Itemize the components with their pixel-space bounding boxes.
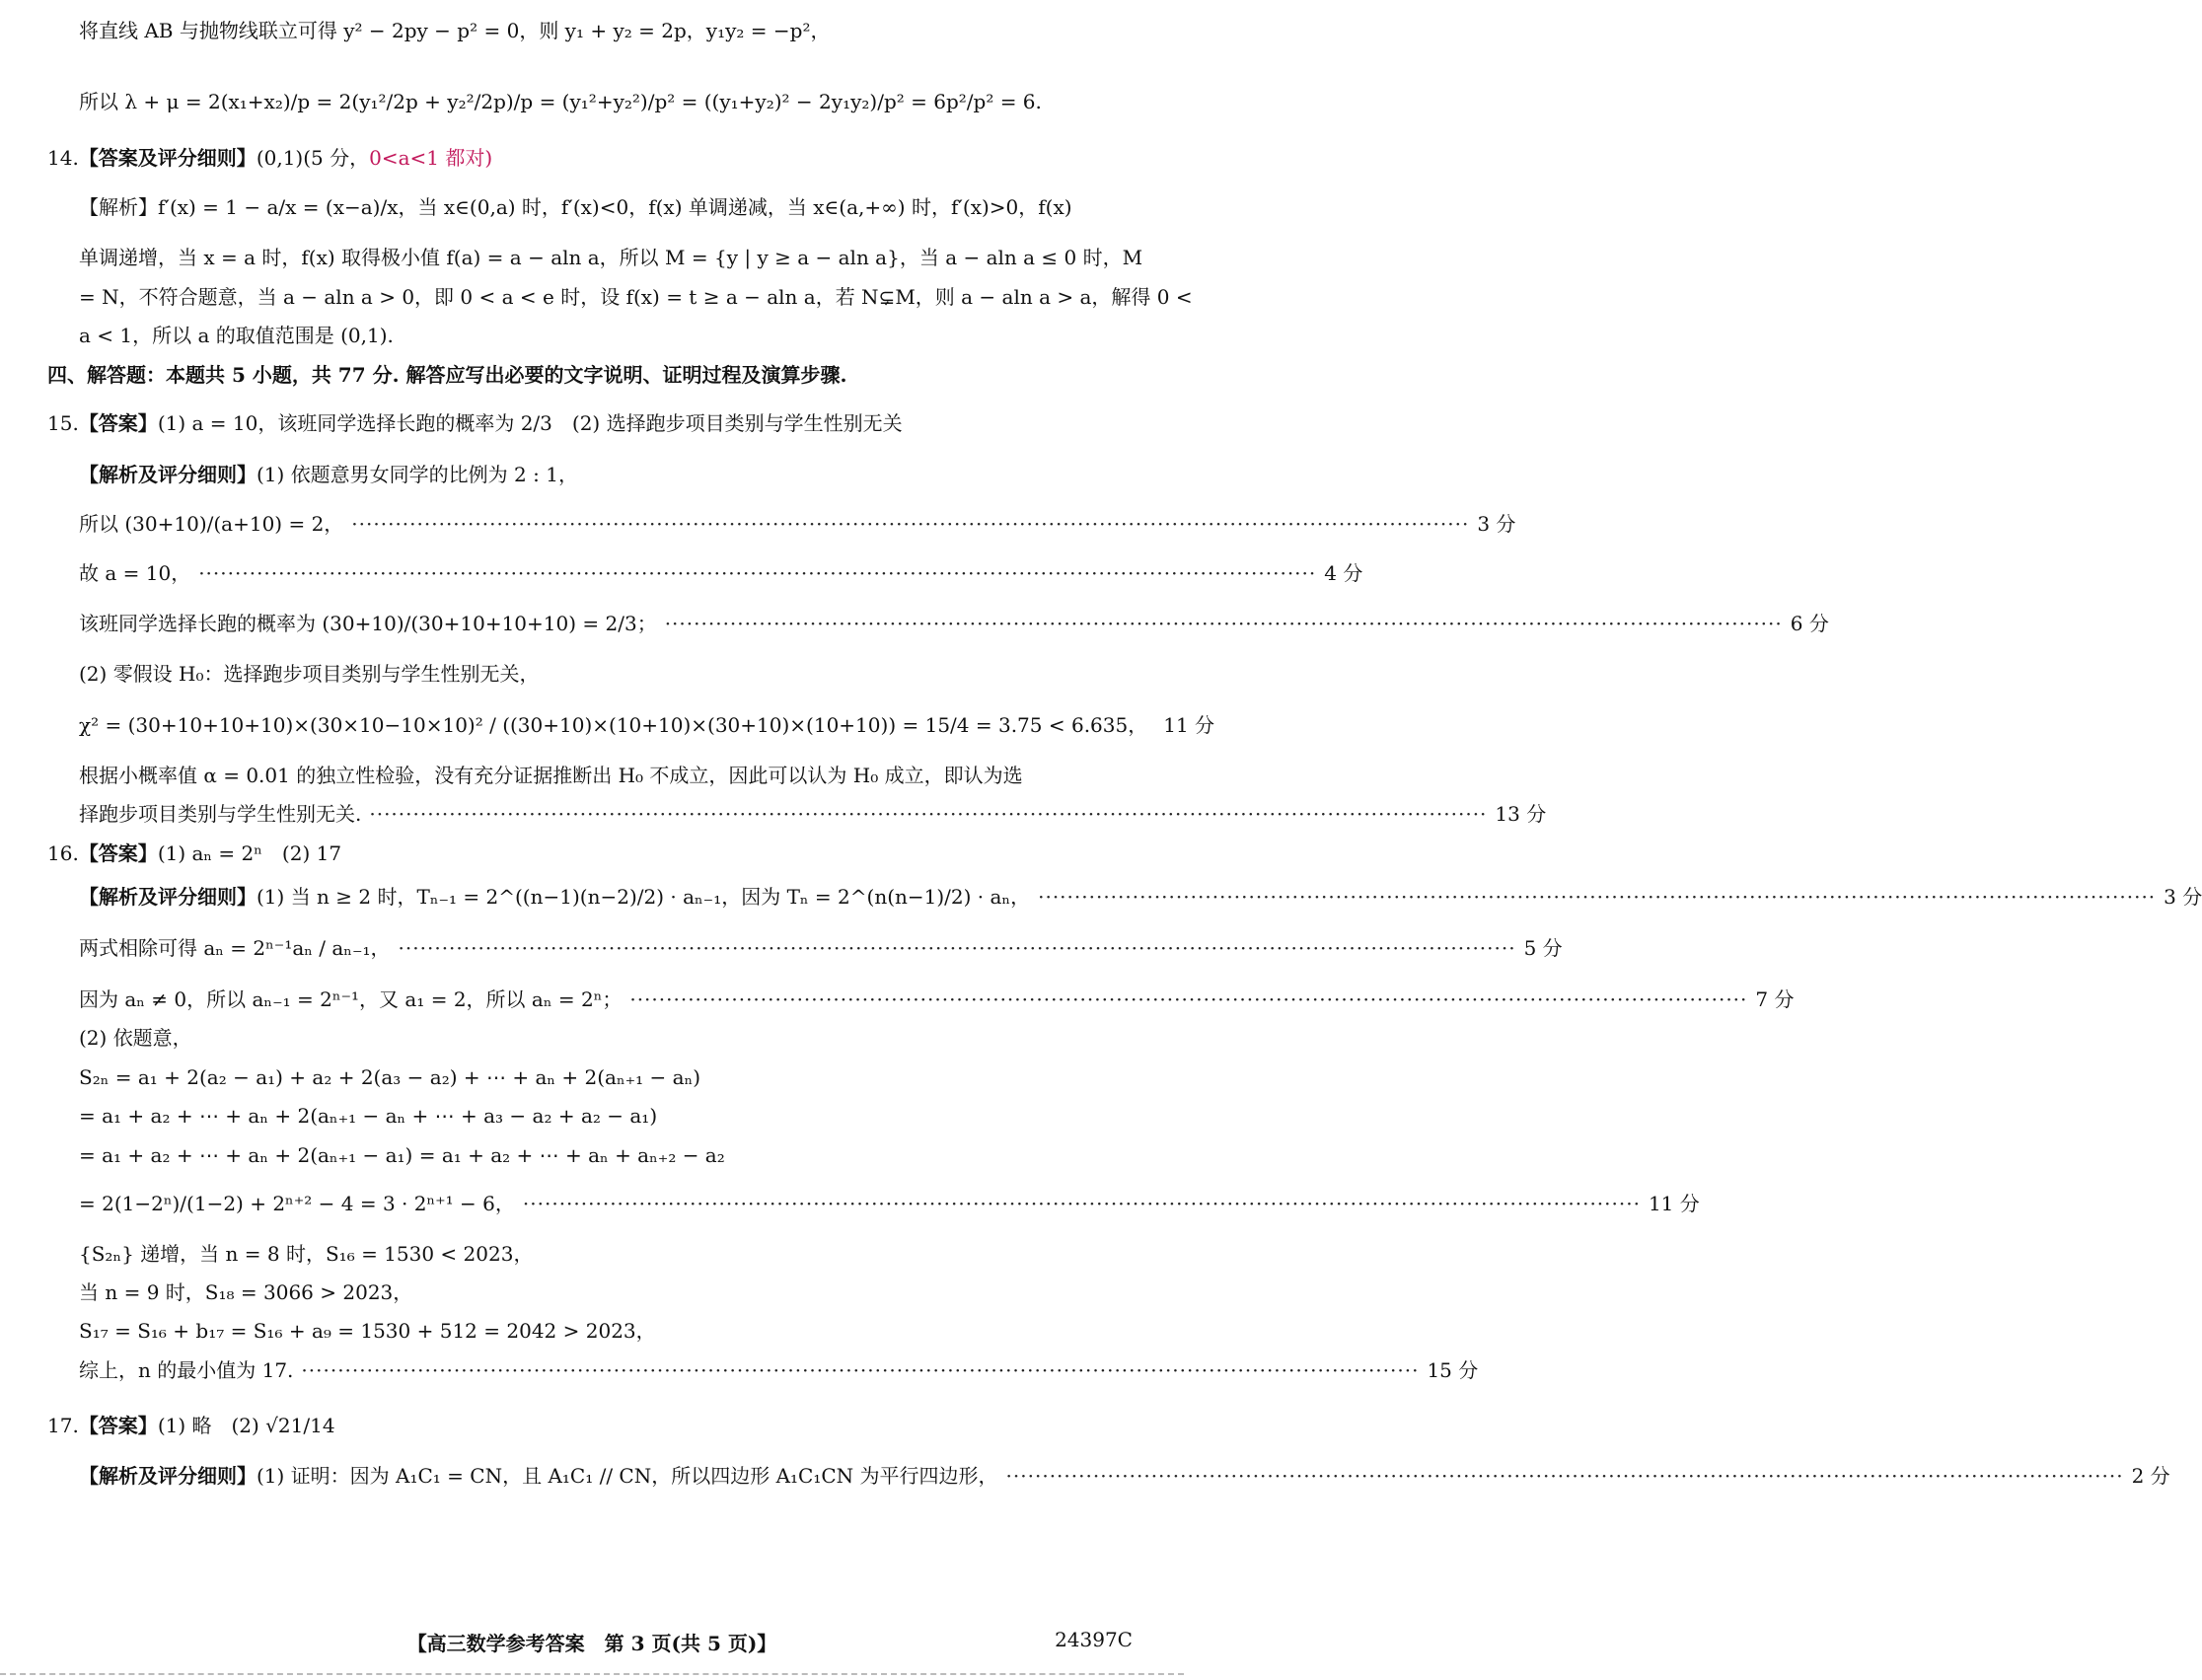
q15-conclusion-1: 根据小概率值 α = 0.01 的独立性检验，没有充分证据推断出 H₀ 不成立，因此可以认为 H₀ 成立，即认为选 bbox=[79, 764, 1023, 787]
q15-step-4: (2) 零假设 H₀：选择跑步项目类别与学生性别无关， bbox=[79, 662, 540, 686]
q17-answer: 17. 【答案】 (1) 略 (2) √21/14 bbox=[47, 1414, 335, 1437]
q15-chi-square: χ² = (30+10+10+10)×(30×10−10×10)² / ((30+10)×(10+10)×(30+10)×(10+10)) = 15/4 = 3.75 < 6.635， 11 分 bbox=[79, 713, 1215, 737]
q16-n9: 当 n = 9 时，S₁₈ = 3066 > 2023， bbox=[79, 1280, 413, 1304]
q16-monotone: {S₂ₙ} 递增，当 n = 8 时，S₁₆ = 1530 < 2023， bbox=[79, 1242, 534, 1266]
q16-sum-line-3: = a₁ + a₂ + ⋯ + aₙ + 2(aₙ₊₁ − a₁) = a₁ + a₂ + ⋯ + aₙ + aₙ₊₂ − a₂ bbox=[79, 1143, 725, 1167]
q14-analysis-1: 【解析】f′(x) = 1 − a/x = (x−a)/x，当 x∈(0,a) 时，f′(x)<0，f(x) 单调递减，当 x∈(a,+∞) 时，f′(x)>0，f(x) bbox=[79, 195, 1072, 219]
q15-answer: 15. 【答案】 (1) a = 10，该班同学选择长跑的概率为 2/3 (2) 选择跑步项目类别与学生性别无关 bbox=[47, 411, 903, 435]
document-code: 24397C bbox=[1055, 1628, 1133, 1651]
page-edge-divider bbox=[0, 1673, 1184, 1675]
q16-part-2-intro: (2) 依题意， bbox=[79, 1026, 192, 1050]
q16-conclusion: 综上，n 的最小值为 17. ····· 15 分 bbox=[79, 1357, 1133, 1384]
q15-step-3: 该班同学选择长跑的概率为 (30+10)/(30+10+10+10) = 2/3； ····· 6 分 bbox=[79, 611, 1133, 637]
q16-sum-line-4: = 2(1−2ⁿ)/(1−2) + 2ⁿ⁺² − 4 = 3 · 2ⁿ⁺¹ − 6， ····· 11 分 bbox=[79, 1191, 1133, 1217]
q15-step-2: 故 a = 10， ····· 4 分 bbox=[79, 560, 1133, 587]
line-01: 将直线 AB 与抛物线联立可得 y² − 2py − p² = 0，则 y₁ + y₂ = 2p，y₁y₂ = −p²， bbox=[79, 19, 831, 42]
q14-analysis-3: = N，不符合题意，当 a − aln a > 0，即 0 < a < e 时，设 f(x) = t ≥ a − aln a，若 N⊊M，则 a − aln a > a，解得 0 < bbox=[79, 285, 1193, 309]
q16-analysis-2: 两式相除可得 aₙ = 2ⁿ⁻¹aₙ / aₙ₋₁， ····· 5 分 bbox=[79, 935, 1133, 962]
q16-sum-line-2: = a₁ + a₂ + ⋯ + aₙ + 2(aₙ₊₁ − aₙ + ⋯ + a₃ − a₂ + a₂ − a₁) bbox=[79, 1104, 658, 1128]
q15-analysis-intro: 【解析及评分细则】 (1) 依题意男女同学的比例为 2 : 1， bbox=[79, 463, 578, 486]
q15-step-1: 所以 (30+10)/(a+10) = 2， ····· 3 分 bbox=[79, 511, 1133, 538]
q16-s17: S₁₇ = S₁₆ + b₁₇ = S₁₆ + a₉ = 1530 + 512 = 2042 > 2023， bbox=[79, 1319, 656, 1343]
q16-sum-line-1: S₂ₙ = a₁ + 2(a₂ − a₁) + a₂ + 2(a₃ − a₂) + ⋯ + aₙ + 2(aₙ₊₁ − aₙ) bbox=[79, 1065, 701, 1089]
q14-answer: 14. 【答案及评分细则】 (0,1)(5 分， 0<a<1 都对) bbox=[47, 146, 493, 170]
q17-analysis-1: 【解析及评分细则】 (1) 证明：因为 A₁C₁ = CN，且 A₁C₁ // CN，所以四边形 A₁C₁CN 为平行四边形， ····· 2 分 bbox=[79, 1463, 1133, 1490]
q14-analysis-2: 单调递增，当 x = a 时，f(x) 取得极小值 f(a) = a − aln a，所以 M = {y | y ≥ a − aln a}，当 a − aln a ≤ 0 时，M bbox=[79, 246, 1143, 269]
q14-analysis-4: a < 1，所以 a 的取值范围是 (0,1). bbox=[79, 324, 394, 347]
q16-analysis-1: 【解析及评分细则】 (1) 当 n ≥ 2 时，Tₙ₋₁ = 2^((n−1)(n−2)/2) · aₙ₋₁，因为 Tₙ = 2^(n(n−1)/2) · aₙ， ····· 3 分 bbox=[79, 884, 1133, 911]
page-footer: 【高三数学参考答案 第 3 页(共 5 页)】 bbox=[406, 1632, 777, 1655]
q16-answer: 16. 【答案】 (1) aₙ = 2ⁿ (2) 17 bbox=[47, 841, 342, 865]
section-four-heading: 四、解答题：本题共 5 小题，共 77 分. 解答应写出必要的文字说明、证明过程及演算步骤. bbox=[47, 363, 847, 387]
line-02-formula: 所以 λ + μ = 2(x₁+x₂)/p = 2(y₁²/2p + y₂²/2p)/p = (y₁²+y₂²)/p² = ((y₁+y₂)² − 2y₁y₂)/p² = 6p²/p² = 6. bbox=[79, 90, 1042, 113]
q16-analysis-3: 因为 aₙ ≠ 0，所以 aₙ₋₁ = 2ⁿ⁻¹，又 a₁ = 2，所以 aₙ = 2ⁿ； ····· 7 分 bbox=[79, 986, 1133, 1013]
q15-conclusion-2: 择跑步项目类别与学生性别无关. ····· 13 分 bbox=[79, 801, 1133, 828]
